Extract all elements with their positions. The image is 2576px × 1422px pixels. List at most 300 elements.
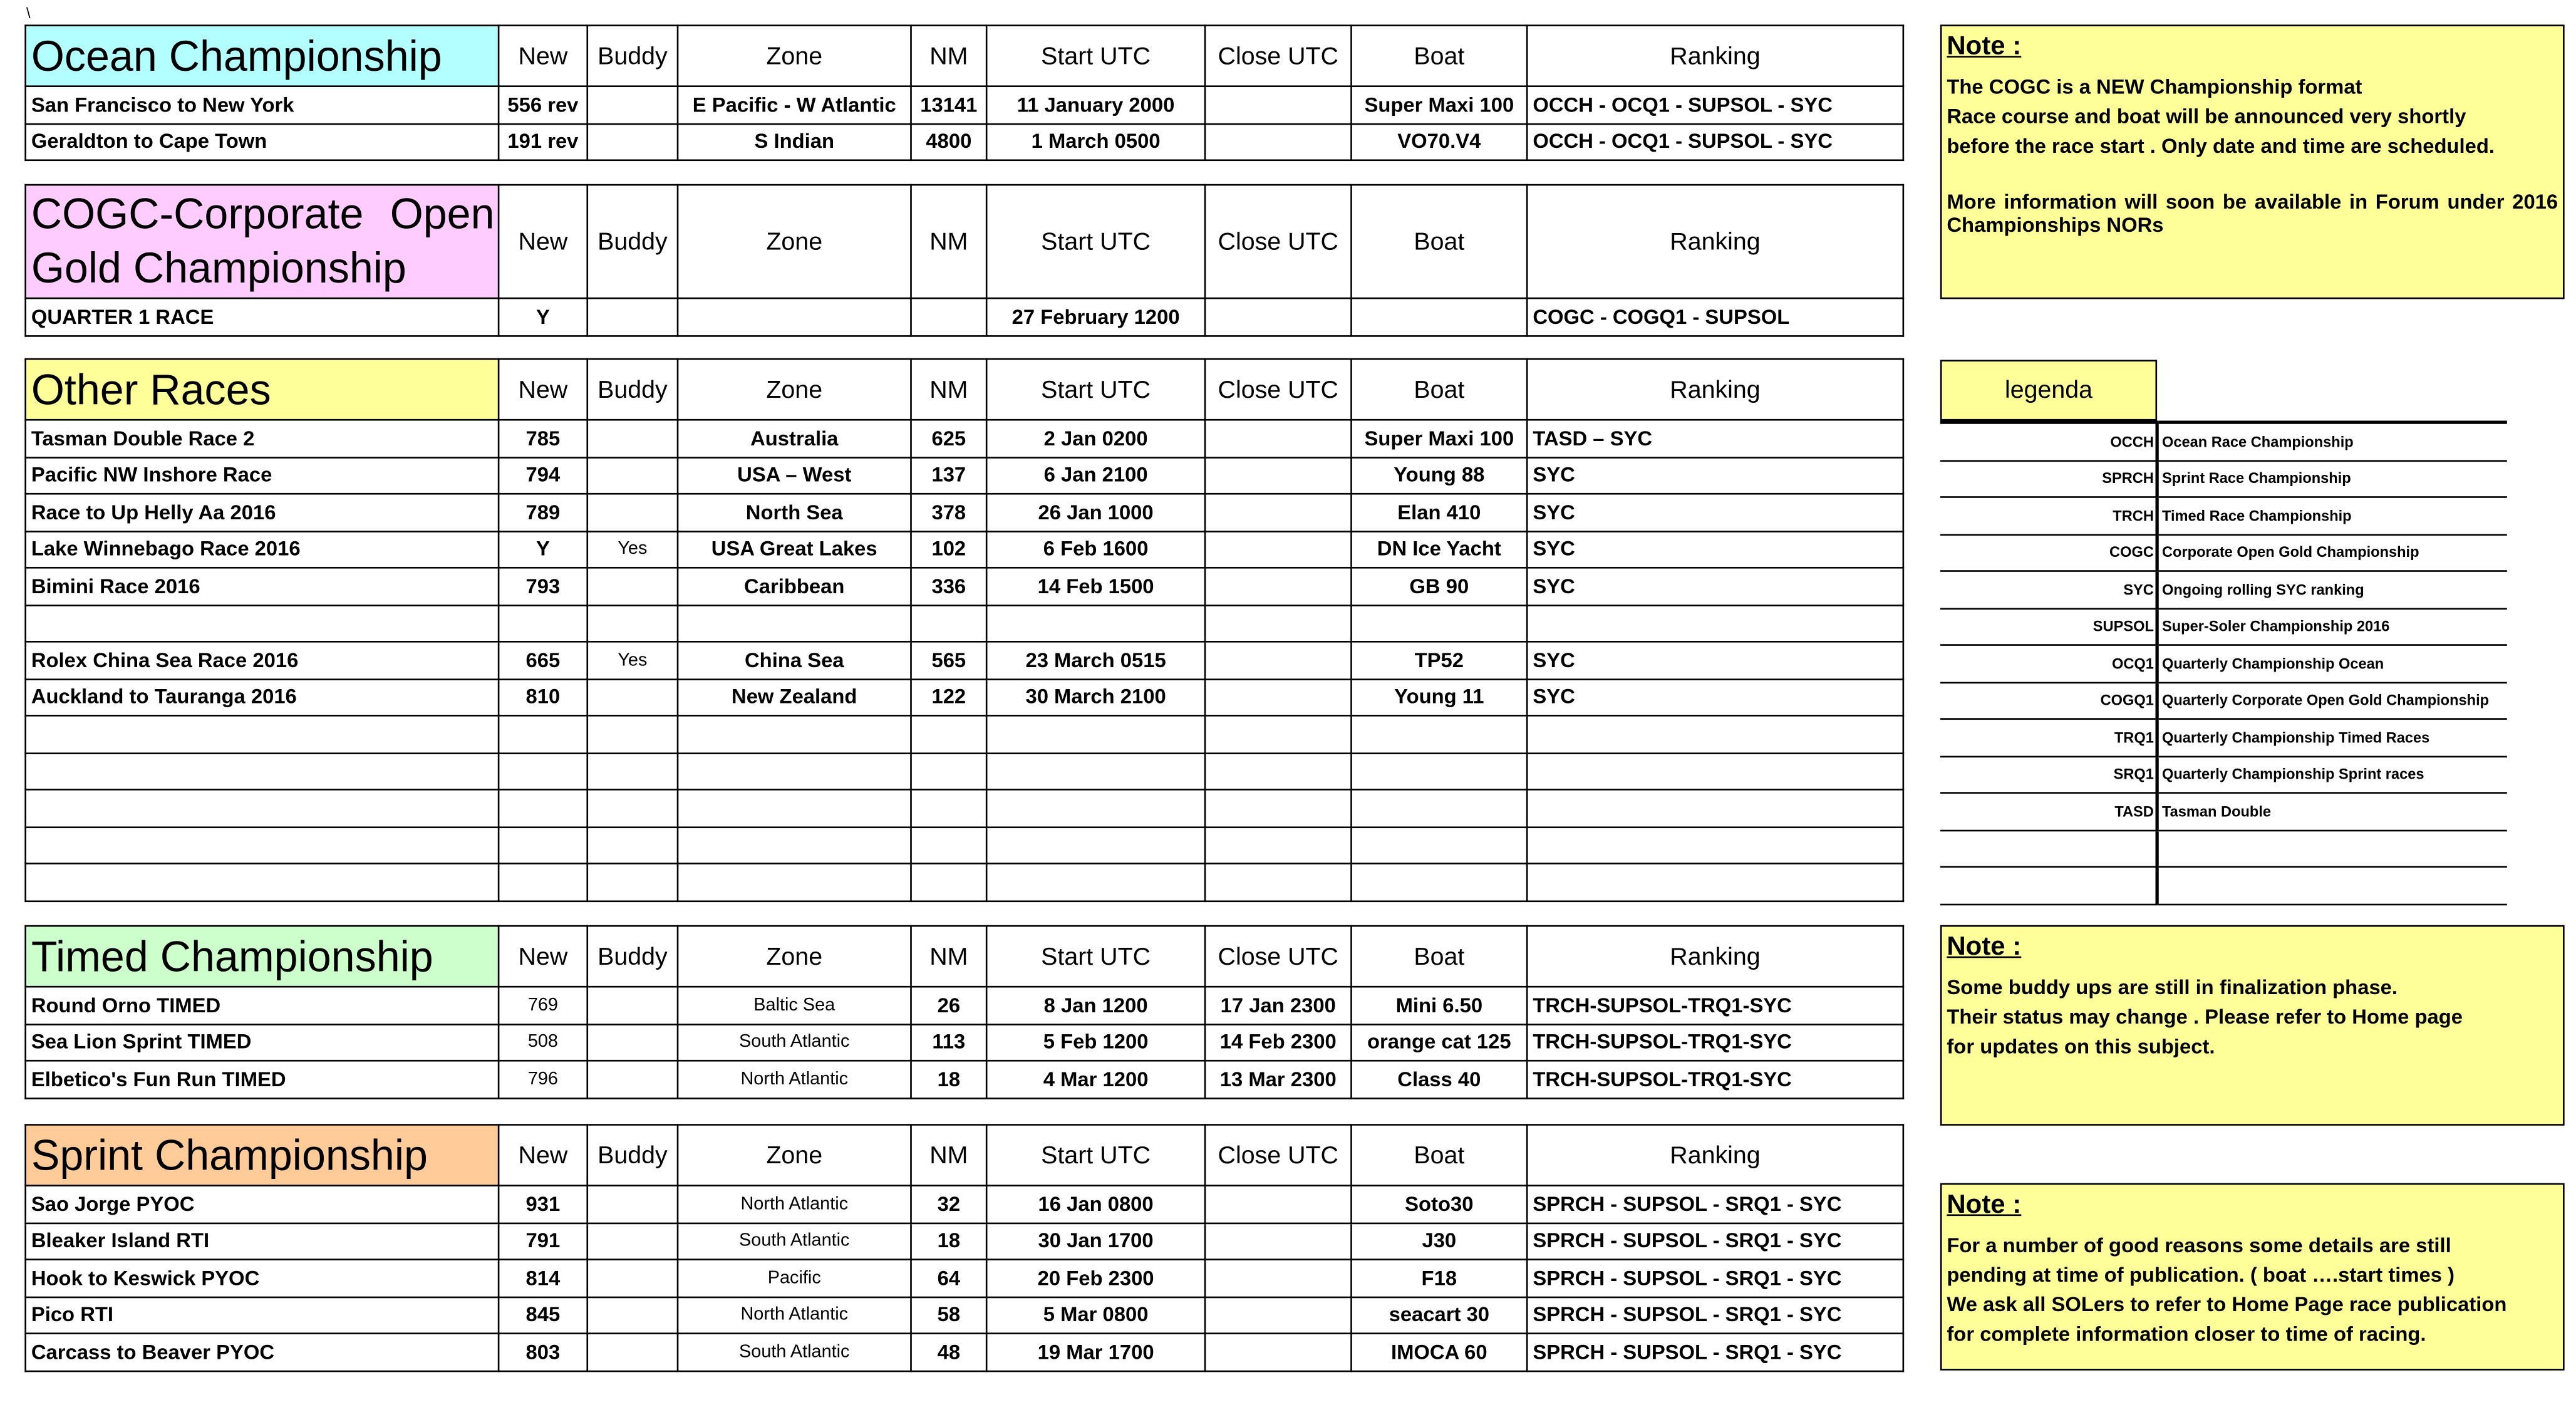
section-title: Timed Championship (26, 926, 499, 987)
cell-ranking: TRCH-SUPSOL-TRQ1-SYC (1527, 987, 1903, 1024)
table-row (26, 298, 1903, 335)
table-row (26, 494, 1903, 531)
cell-nm: 64 (911, 1260, 987, 1297)
corner-mark: \ (26, 4, 31, 22)
race-name: Sea Lion Sprint TIMED (26, 1024, 499, 1061)
table-row (26, 1186, 1903, 1223)
cell-buddy (587, 715, 678, 752)
cell-nm: 26 (911, 987, 987, 1024)
race-name: Pacific NW Inshore Race (26, 457, 499, 494)
cell-ranking (1527, 715, 1903, 752)
column-header-zone: Zone (678, 26, 911, 86)
cell-boat: DN Ice Yacht (1351, 531, 1527, 568)
legend-row (1940, 422, 2507, 460)
column-header-boat: Boat (1351, 1125, 1527, 1186)
legend-description (2157, 867, 2507, 904)
cell-buddy (587, 1334, 678, 1371)
race-name: Auckland to Tauranga 2016 (26, 678, 499, 715)
cell-zone: Pacific (678, 1260, 911, 1297)
cell-buddy: Yes (587, 531, 678, 568)
table-row (26, 1297, 1903, 1334)
cell-new: 665 (499, 641, 587, 678)
cell-new: 791 (499, 1223, 587, 1260)
cell-new (499, 605, 587, 641)
cell-start: 14 Feb 1500 (986, 568, 1205, 605)
cell-close (1205, 86, 1351, 123)
cell-start: 16 Jan 0800 (986, 1186, 1205, 1223)
cell-close (1205, 457, 1351, 494)
cell-nm: 336 (911, 568, 987, 605)
cell-nm (911, 826, 987, 863)
column-header-new: New (499, 1125, 587, 1186)
race-name: Elbetico's Fun Run TIMED (26, 1061, 499, 1098)
cell-boat: Class 40 (1351, 1061, 1527, 1098)
legend-code: TRQ1 (1940, 719, 2157, 756)
race-name: Carcass to Beaver PYOC (26, 1334, 499, 1371)
race-name: Hook to Keswick PYOC (26, 1260, 499, 1297)
cell-buddy (587, 605, 678, 641)
column-header-buddy: Buddy (587, 926, 678, 987)
cell-boat: Super Maxi 100 (1351, 86, 1527, 123)
note-line: for updates on this subject. (1947, 1035, 2215, 1059)
cell-zone: South Atlantic (678, 1223, 911, 1260)
cell-start: 27 February 1200 (986, 298, 1205, 335)
cell-start: 30 Jan 1700 (986, 1223, 1205, 1260)
column-header-new: New (499, 359, 587, 420)
cell-start: 8 Jan 1200 (986, 987, 1205, 1024)
cell-start: 11 January 2000 (986, 86, 1205, 123)
cell-start: 20 Feb 2300 (986, 1260, 1205, 1297)
cell-ranking: SYC (1527, 494, 1903, 531)
legend-panel (1940, 360, 2507, 905)
cell-buddy (587, 86, 678, 123)
race-name (26, 826, 499, 863)
cell-new: Y (499, 298, 587, 335)
column-header-buddy: Buddy (587, 185, 678, 298)
legend-code: COGC (1940, 534, 2157, 571)
cell-ranking (1527, 863, 1903, 900)
table-row (26, 86, 1903, 123)
column-header-new: New (499, 26, 587, 86)
note-cogc (1940, 24, 2565, 299)
cell-zone: USA – West (678, 457, 911, 494)
cell-boat (1351, 752, 1527, 789)
legend-code: SPRCH (1940, 460, 2157, 497)
table-row (26, 1260, 1903, 1297)
legend-description: Timed Race Championship (2157, 497, 2507, 534)
cell-boat: Elan 410 (1351, 494, 1527, 531)
cell-ranking: SYC (1527, 678, 1903, 715)
legend-row (1940, 867, 2507, 904)
cell-close (1205, 678, 1351, 715)
cell-close (1205, 123, 1351, 160)
cell-zone: North Atlantic (678, 1061, 911, 1098)
cell-new: 794 (499, 457, 587, 494)
cell-boat: Soto30 (1351, 1186, 1527, 1223)
table-row (26, 1334, 1903, 1371)
column-header-zone: Zone (678, 359, 911, 420)
note-line: We ask all SOLers to refer to Home Page race publication (1947, 1293, 2507, 1317)
table-row (26, 826, 1903, 863)
cell-ranking: SPRCH - SUPSOL - SRQ1 - SYC (1527, 1186, 1903, 1223)
cell-ranking: SPRCH - SUPSOL - SRQ1 - SYC (1527, 1223, 1903, 1260)
table-row (26, 987, 1903, 1024)
column-header-buddy: Buddy (587, 359, 678, 420)
table-row (26, 715, 1903, 752)
race-name: Race to Up Helly Aa 2016 (26, 494, 499, 531)
cell-close (1205, 494, 1351, 531)
cell-boat: IMOCA 60 (1351, 1334, 1527, 1371)
note-title: Note : (1947, 1191, 2022, 1220)
cell-boat: VO70.V4 (1351, 123, 1527, 160)
cell-new (499, 826, 587, 863)
cell-boat: Mini 6.50 (1351, 987, 1527, 1024)
cell-buddy (587, 678, 678, 715)
cell-zone (678, 298, 911, 335)
cell-zone: North Atlantic (678, 1186, 911, 1223)
table-row (26, 420, 1903, 457)
legend-description: Quarterly Corporate Open Gold Championship (2157, 682, 2507, 719)
table-row (26, 457, 1903, 494)
cell-nm: 102 (911, 531, 987, 568)
legend-description: Quarterly Championship Ocean (2157, 645, 2507, 682)
cell-nm (911, 298, 987, 335)
cell-buddy (587, 568, 678, 605)
cell-ranking: SYC (1527, 457, 1903, 494)
cell-zone (678, 826, 911, 863)
legend-code: TRCH (1940, 497, 2157, 534)
section-title: COGC-Corporate Open Gold Championship (26, 185, 499, 298)
table-row (26, 863, 1903, 900)
cell-boat: Young 11 (1351, 678, 1527, 715)
cell-boat (1351, 789, 1527, 826)
cell-close: 13 Mar 2300 (1205, 1061, 1351, 1098)
legend-row (1940, 793, 2507, 830)
race-name: Geraldton to Cape Town (26, 123, 499, 160)
column-header-close: Close UTC (1205, 185, 1351, 298)
cell-ranking: SPRCH - SUPSOL - SRQ1 - SYC (1527, 1334, 1903, 1371)
header-row (26, 26, 1903, 86)
cell-ranking (1527, 789, 1903, 826)
cell-boat: TP52 (1351, 641, 1527, 678)
cell-zone: South Atlantic (678, 1024, 911, 1061)
legend-description (2157, 830, 2507, 867)
cell-start (986, 789, 1205, 826)
cell-new (499, 863, 587, 900)
legend-description: Ongoing rolling SYC ranking (2157, 571, 2507, 608)
cell-buddy (587, 298, 678, 335)
cell-buddy (587, 1061, 678, 1098)
cell-new: 803 (499, 1334, 587, 1371)
cell-nm: 4800 (911, 123, 987, 160)
timed-championship-table (24, 925, 1904, 1099)
cell-new: 556 rev (499, 86, 587, 123)
note-pending (1940, 1183, 2565, 1371)
note-line: before the race start . Only date and time are scheduled. (1947, 135, 2495, 158)
legend-description: Sprint Race Championship (2157, 460, 2507, 497)
cell-start (986, 863, 1205, 900)
race-name: Tasman Double Race 2 (26, 420, 499, 457)
cell-start: 4 Mar 1200 (986, 1061, 1205, 1098)
cell-nm: 137 (911, 457, 987, 494)
column-header-start: Start UTC (986, 359, 1205, 420)
cell-ranking: COGC - COGQ1 - SUPSOL (1527, 298, 1903, 335)
column-header-close: Close UTC (1205, 26, 1351, 86)
legend-description: Ocean Race Championship (2157, 422, 2507, 460)
cell-zone (678, 789, 911, 826)
cell-close (1205, 531, 1351, 568)
cell-start: 6 Feb 1600 (986, 531, 1205, 568)
column-header-boat: Boat (1351, 926, 1527, 987)
table-row (26, 641, 1903, 678)
cell-buddy (587, 1297, 678, 1334)
column-header-nm: NM (911, 1125, 987, 1186)
cell-new: 810 (499, 678, 587, 715)
cell-nm: 113 (911, 1024, 987, 1061)
cell-zone: Caribbean (678, 568, 911, 605)
legend-row (1940, 534, 2507, 571)
cell-nm: 18 (911, 1223, 987, 1260)
table-row (26, 123, 1903, 160)
column-header-zone: Zone (678, 185, 911, 298)
cell-new (499, 789, 587, 826)
legend-row (1940, 830, 2507, 867)
legend-code: TASD (1940, 793, 2157, 830)
header-row (26, 926, 1903, 987)
legend-title: legenda (1940, 360, 2157, 420)
sprint-championship-table (24, 1124, 1904, 1371)
race-name: San Francisco to New York (26, 86, 499, 123)
race-name: Lake Winnebago Race 2016 (26, 531, 499, 568)
cell-nm: 13141 (911, 86, 987, 123)
column-header-start: Start UTC (986, 1125, 1205, 1186)
cell-close (1205, 605, 1351, 641)
cell-nm (911, 789, 987, 826)
legend-code: OCCH (1940, 422, 2157, 460)
cell-new: 191 rev (499, 123, 587, 160)
table-row (26, 789, 1903, 826)
note-line: Race course and boat will be announced very shortly (1947, 105, 2466, 128)
race-name: Sao Jorge PYOC (26, 1186, 499, 1223)
table-row (26, 1061, 1903, 1098)
cell-new: 769 (499, 987, 587, 1024)
cell-start: 30 March 2100 (986, 678, 1205, 715)
cell-new: 785 (499, 420, 587, 457)
table-row (26, 1024, 1903, 1061)
race-name (26, 863, 499, 900)
other-races-table (24, 358, 1904, 901)
cell-ranking: TRCH-SUPSOL-TRQ1-SYC (1527, 1024, 1903, 1061)
cell-zone (678, 605, 911, 641)
column-header-boat: Boat (1351, 359, 1527, 420)
cell-buddy (587, 789, 678, 826)
cell-ranking: SPRCH - SUPSOL - SRQ1 - SYC (1527, 1297, 1903, 1334)
cell-zone: S Indian (678, 123, 911, 160)
cell-nm: 565 (911, 641, 987, 678)
column-header-ranking: Ranking (1527, 185, 1903, 298)
cell-close (1205, 1260, 1351, 1297)
race-name (26, 789, 499, 826)
cell-zone: North Sea (678, 494, 911, 531)
cell-buddy (587, 826, 678, 863)
race-name (26, 752, 499, 789)
note-line: for complete information closer to time of racing. (1947, 1322, 2426, 1346)
cell-buddy (587, 1186, 678, 1223)
cell-start: 5 Mar 0800 (986, 1297, 1205, 1334)
cell-boat: Super Maxi 100 (1351, 420, 1527, 457)
cell-zone: South Atlantic (678, 1334, 911, 1371)
cell-nm: 625 (911, 420, 987, 457)
cell-start: 5 Feb 1200 (986, 1024, 1205, 1061)
cell-zone: North Atlantic (678, 1297, 911, 1334)
race-name: Pico RTI (26, 1297, 499, 1334)
column-header-new: New (499, 185, 587, 298)
cell-start (986, 715, 1205, 752)
legend-row (1940, 497, 2507, 534)
cell-zone: E Pacific - W Atlantic (678, 86, 911, 123)
column-header-ranking: Ranking (1527, 926, 1903, 987)
legend-description: Corporate Open Gold Championship (2157, 534, 2507, 571)
legend-code (1940, 830, 2157, 867)
cell-close (1205, 715, 1351, 752)
legend-row (1940, 608, 2507, 645)
column-header-zone: Zone (678, 926, 911, 987)
column-header-zone: Zone (678, 1125, 911, 1186)
cell-nm: 122 (911, 678, 987, 715)
cell-ranking: SYC (1527, 641, 1903, 678)
legend-row (1940, 460, 2507, 497)
cell-nm: 378 (911, 494, 987, 531)
section-title: Ocean Championship (26, 26, 499, 86)
cell-close (1205, 752, 1351, 789)
legend-row (1940, 571, 2507, 608)
cell-start: 6 Jan 2100 (986, 457, 1205, 494)
cell-nm (911, 605, 987, 641)
cell-boat (1351, 826, 1527, 863)
cell-new: 793 (499, 568, 587, 605)
column-header-nm: NM (911, 359, 987, 420)
cell-buddy: Yes (587, 641, 678, 678)
cell-boat: J30 (1351, 1223, 1527, 1260)
note-title: Note : (1947, 33, 2022, 61)
cell-zone: New Zealand (678, 678, 911, 715)
cell-boat (1351, 863, 1527, 900)
note-line: For a number of good reasons some details are still (1947, 1233, 2451, 1257)
cell-start: 2 Jan 0200 (986, 420, 1205, 457)
column-header-new: New (499, 926, 587, 987)
legend-description: Quarterly Championship Sprint races (2157, 756, 2507, 793)
cell-close: 17 Jan 2300 (1205, 987, 1351, 1024)
table-row (26, 1223, 1903, 1260)
cell-close (1205, 420, 1351, 457)
cell-close: 14 Feb 2300 (1205, 1024, 1351, 1061)
column-header-nm: NM (911, 26, 987, 86)
cell-close (1205, 1297, 1351, 1334)
cell-ranking: TASD – SYC (1527, 420, 1903, 457)
cell-new (499, 715, 587, 752)
column-header-close: Close UTC (1205, 1125, 1351, 1186)
cell-boat: F18 (1351, 1260, 1527, 1297)
note-buddy (1940, 925, 2565, 1126)
legend-code: COGQ1 (1940, 682, 2157, 719)
cell-close (1205, 1334, 1351, 1371)
race-name: Round Orno TIMED (26, 987, 499, 1024)
legend-code: OCQ1 (1940, 645, 2157, 682)
cell-boat (1351, 715, 1527, 752)
note-title: Note : (1947, 933, 2022, 962)
cell-new (499, 752, 587, 789)
ocean-championship-table (24, 24, 1904, 161)
race-name: Bimini Race 2016 (26, 568, 499, 605)
cell-zone: Australia (678, 420, 911, 457)
cell-buddy (587, 863, 678, 900)
cell-close (1205, 826, 1351, 863)
cell-buddy (587, 1260, 678, 1297)
cell-start: 1 March 0500 (986, 123, 1205, 160)
cell-buddy (587, 123, 678, 160)
cell-new: Y (499, 531, 587, 568)
column-header-boat: Boat (1351, 185, 1527, 298)
table-row (26, 678, 1903, 715)
table-row (26, 752, 1903, 789)
cell-nm: 48 (911, 1334, 987, 1371)
column-header-nm: NM (911, 926, 987, 987)
cell-buddy (587, 752, 678, 789)
cell-ranking (1527, 605, 1903, 641)
race-name: Rolex China Sea Race 2016 (26, 641, 499, 678)
cell-buddy (587, 457, 678, 494)
cell-start (986, 752, 1205, 789)
header-row (26, 185, 1903, 298)
cell-ranking: TRCH-SUPSOL-TRQ1-SYC (1527, 1061, 1903, 1098)
column-header-start: Start UTC (986, 185, 1205, 298)
cell-start: 23 March 0515 (986, 641, 1205, 678)
note-line: Their status may change . Please refer to Home page (1947, 1005, 2463, 1029)
legend-code (1940, 867, 2157, 904)
legend-row (1940, 682, 2507, 719)
cell-start: 19 Mar 1700 (986, 1334, 1205, 1371)
cell-nm (911, 863, 987, 900)
note-line (1947, 161, 2558, 190)
cell-boat: orange cat 125 (1351, 1024, 1527, 1061)
cell-zone (678, 752, 911, 789)
table-row (26, 605, 1903, 641)
legend-description: Tasman Double (2157, 793, 2507, 830)
cell-boat (1351, 605, 1527, 641)
note-line: The COGC is a NEW Championship format (1947, 75, 2362, 99)
cell-close (1205, 568, 1351, 605)
legend-code: SUPSOL (1940, 608, 2157, 645)
note-line: More information will soon be available in Forum under 2016 Championships NORs (1947, 190, 2558, 237)
cell-start: 26 Jan 1000 (986, 494, 1205, 531)
cell-zone (678, 715, 911, 752)
column-header-close: Close UTC (1205, 926, 1351, 987)
race-name (26, 605, 499, 641)
cell-new: 796 (499, 1061, 587, 1098)
note-line: Some buddy ups are still in finalization phase. (1947, 976, 2398, 999)
cell-new: 931 (499, 1186, 587, 1223)
column-header-close: Close UTC (1205, 359, 1351, 420)
table-row (26, 568, 1903, 605)
legend-row (1940, 719, 2507, 756)
header-row (26, 359, 1903, 420)
cell-ranking: SPRCH - SUPSOL - SRQ1 - SYC (1527, 1260, 1903, 1297)
column-header-buddy: Buddy (587, 26, 678, 86)
legend-row (1940, 645, 2507, 682)
cell-boat (1351, 298, 1527, 335)
cell-new: 789 (499, 494, 587, 531)
cell-buddy (587, 420, 678, 457)
